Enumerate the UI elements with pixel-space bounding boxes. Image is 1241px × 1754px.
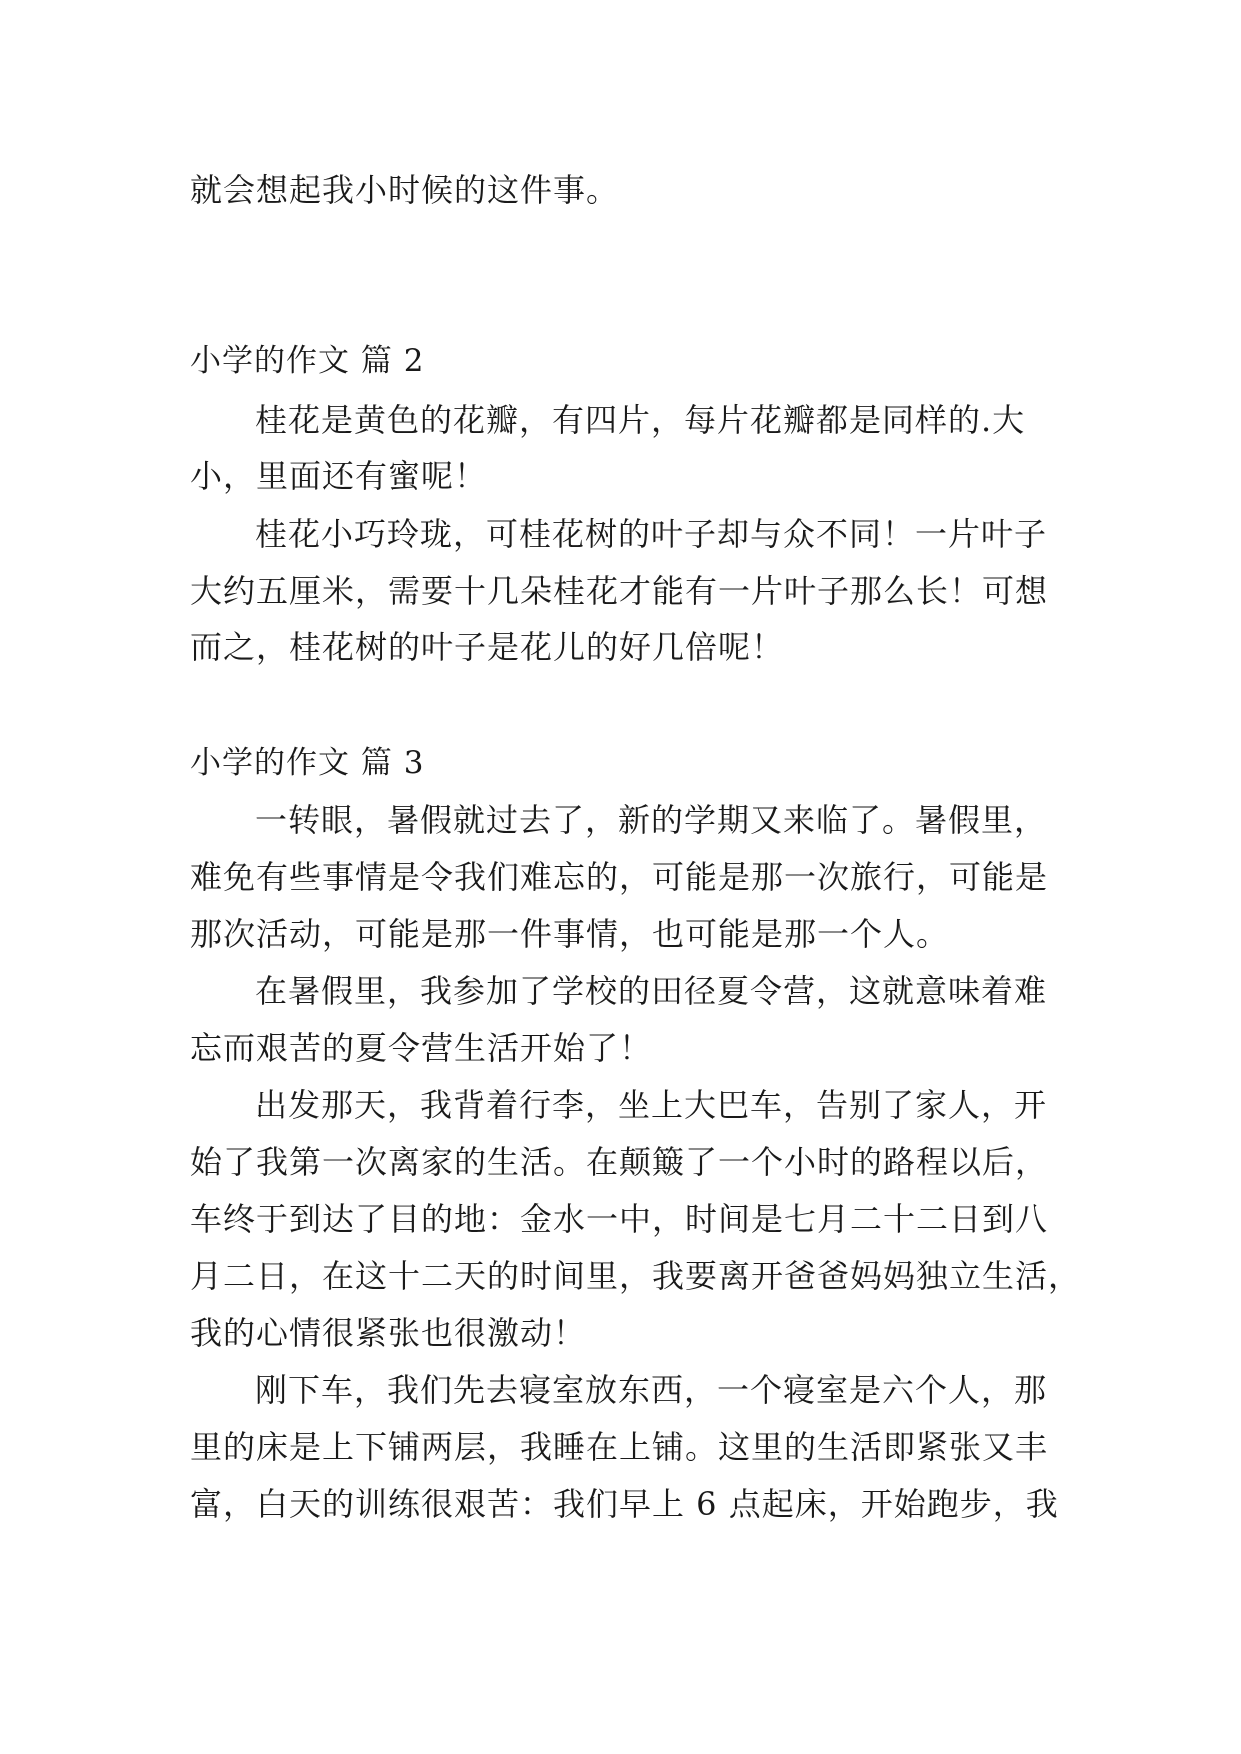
text-line: 刚下车，我们先去寝室放东西，一个寝室是六个人，那 (255, 1371, 1048, 1409)
text-line: 桂花小巧玲珑，可桂花树的叶子却与众不同！一片叶子 (255, 515, 1048, 553)
text-line: 小，里面还有蜜呢！ (190, 457, 488, 495)
text-line: 我的心情很紧张也很激动！ (190, 1314, 587, 1352)
text-line: 富，白天的训练很艰苦：我们早上 6 点起床，开始跑步，我 (190, 1485, 1059, 1523)
text-line: 车终于到达了目的地：金水一中，时间是七月二十二日到八 (190, 1200, 1049, 1238)
text-line: 就会想起我小时候的这件事。 (190, 171, 620, 209)
text-line: 那次活动，可能是那一件事情，也可能是那一个人。 (190, 915, 950, 953)
text-line: 忘而艰苦的夏令营生活开始了！ (190, 1029, 653, 1067)
text-line: 难免有些事情是令我们难忘的，可能是那一次旅行，可能是 (190, 858, 1049, 896)
text-line: 月二日，在这十二天的时间里，我要离开爸爸妈妈独立生活， (190, 1257, 1082, 1295)
text-line: 大约五厘米，需要十几朵桂花才能有一片叶子那么长！可想 (190, 572, 1049, 610)
section-heading: 小学的作文 篇 2 (190, 343, 425, 379)
text-line: 里的床是上下铺两层，我睡在上铺。这里的生活即紧张又丰 (190, 1428, 1049, 1466)
text-line: 一转眼，暑假就过去了，新的学期又来临了。暑假里， (255, 801, 1048, 839)
text-line: 桂花是黄色的花瓣，有四片，每片花瓣都是同样的.大 (255, 401, 1026, 439)
text-line: 始了我第一次离家的生活。在颠簸了一个小时的路程以后， (190, 1143, 1049, 1181)
text-line: 在暑假里，我参加了学校的田径夏令营，这就意味着难 (255, 972, 1048, 1010)
text-line: 出发那天，我背着行李，坐上大巴车，告别了家人，开 (255, 1086, 1048, 1124)
section-heading: 小学的作文 篇 3 (190, 745, 425, 781)
text-line: 而之，桂花树的叶子是花儿的好几倍呢！ (190, 628, 785, 666)
